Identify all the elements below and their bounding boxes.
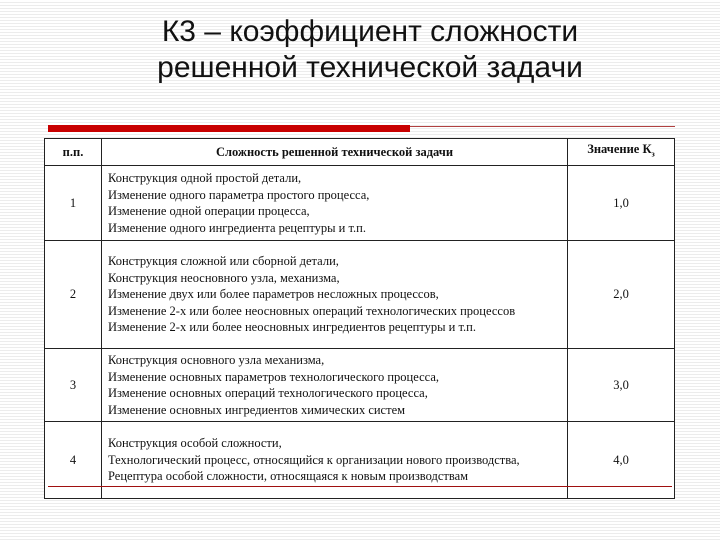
description-line: Изменение основных параметров технологического процесса, xyxy=(108,369,439,384)
description-line: Рецептура особой сложности, относящаяся к новым производствам xyxy=(108,469,469,484)
description-line: Изменение двух или более параметров несложных процессов, xyxy=(108,287,439,302)
description-line: Изменение одного ингредиента рецептуры и т.п. xyxy=(108,220,366,235)
divider-line xyxy=(410,126,675,127)
header-value-label: Значение К xyxy=(587,142,652,156)
description-line: Конструкция сложной или сборной детали, xyxy=(108,254,339,269)
description-line: Изменение основных операций технологического процесса, xyxy=(108,386,428,400)
red-line xyxy=(48,486,672,487)
red-accent-bar xyxy=(48,125,410,132)
row-number: 3 xyxy=(45,349,102,422)
description-line: Изменение 2-х или более неосновных ингредиентов рецептуры и т.п. xyxy=(108,320,476,335)
row-value: 2,0 xyxy=(568,241,675,349)
description-line: Конструкция основного узла механизма, xyxy=(108,353,325,367)
slide-title xyxy=(0,14,720,86)
row-description xyxy=(102,241,568,349)
description-line: Изменение одной операции процесса, xyxy=(108,204,310,218)
title-line-2: решенной технической задачи xyxy=(157,51,583,84)
description-line: Конструкция неосновного узла, механизма, xyxy=(108,270,340,285)
row-value: 3,0 xyxy=(568,349,675,422)
header-value xyxy=(568,139,675,166)
table-row xyxy=(45,166,675,241)
description-line: Изменение основных ингредиентов химических систем xyxy=(108,402,406,417)
header-row xyxy=(45,139,675,166)
row-number: 4 xyxy=(45,422,102,499)
header-complexity: Сложность решенной технической задачи xyxy=(102,139,568,166)
description-line: Конструкция особой сложности, xyxy=(108,436,282,451)
row-description xyxy=(102,349,568,422)
row-value: 1,0 xyxy=(568,166,675,241)
complexity-table xyxy=(44,138,675,499)
header-value-subscript: з xyxy=(651,149,655,159)
description-line: Конструкция одной простой детали, xyxy=(108,171,302,185)
row-number: 1 xyxy=(45,166,102,241)
row-value: 4,0 xyxy=(568,422,675,499)
title-line-1: К3 – коэффициент сложности xyxy=(161,15,579,48)
table-row xyxy=(45,241,675,349)
table-row xyxy=(45,349,675,422)
description-line: Технологический процесс, относящийся к организации нового производства, xyxy=(108,452,520,467)
row-number: 2 xyxy=(45,241,102,349)
description-line: Изменение 2-х или более неосновных операций технологических процессов xyxy=(108,303,516,318)
description-line: Изменение одного параметра простого процесса, xyxy=(108,187,370,202)
header-number: п.п. xyxy=(45,139,102,166)
row-description xyxy=(102,166,568,241)
